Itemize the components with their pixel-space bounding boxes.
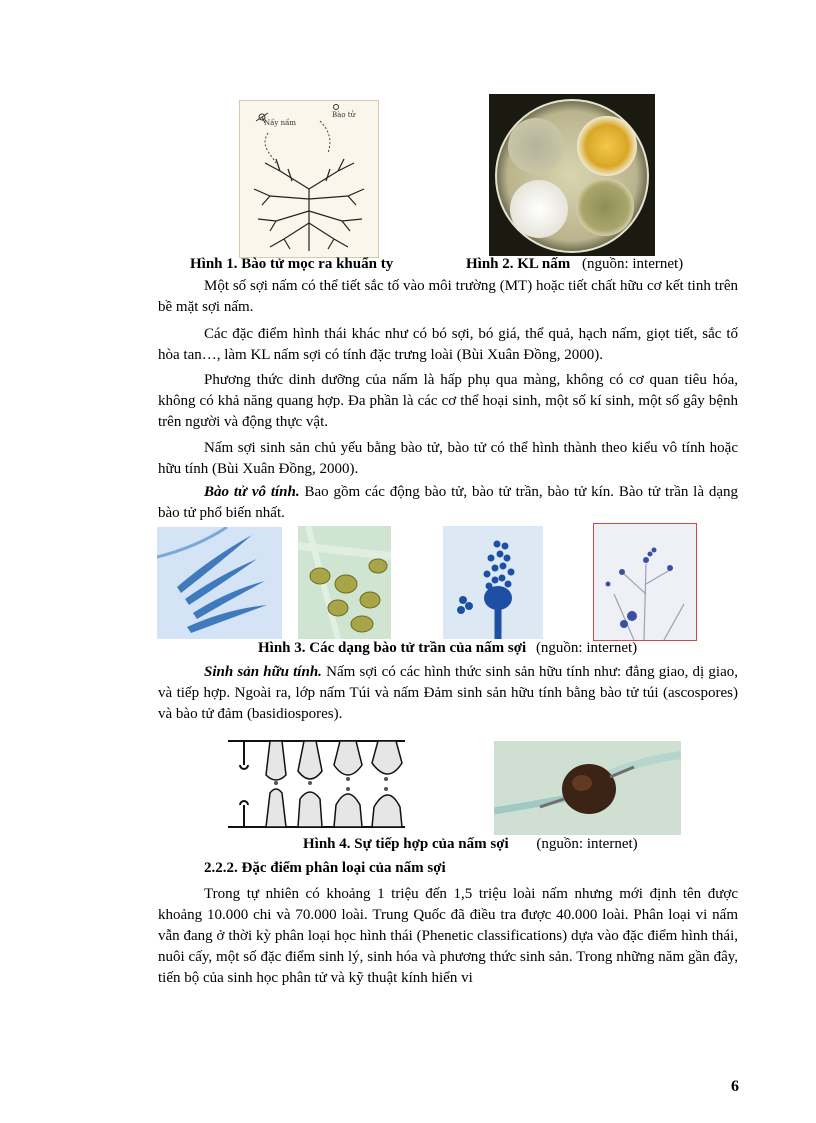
figure-4-caption-title: Hình 4. Sự tiếp hợp của nấm sợi: [303, 836, 509, 852]
petri-dish-photo: [489, 94, 655, 256]
conjugation-drawing: [226, 735, 407, 834]
figure-2-caption: [466, 256, 683, 273]
asexual-spores-text: Bao gồm các động bào tử, bào tử trần, bào tử kín. Bào tử trần là dạng bào tử phổ biến nhất.: [158, 484, 739, 521]
figure-2-caption-title: Hình 2. KL nấm: [466, 256, 571, 272]
paragraph-morphology: Các đặc điểm hình thái khác như có bó sợi, bó giá, thể quả, hạch nấm, giọt tiết, sắc tố hòa tan…, làm KL nấm sợi có tính đặc trưng loài (Bùi Xuân Đồng, 2000).: [158, 326, 738, 363]
paragraph-nutrition: Phương thức dinh dưỡng của nấm là hấp phụ qua màng, không có cơ quan tiêu hóa, không có khả năng quang hợp. Đa phần là các cơ thể hoại sinh, một số kí sinh, một số gây bệnh trên người và động thực vật.: [158, 372, 738, 430]
figure-3-image-a: [157, 527, 282, 639]
section-heading: 2.2.2. Đặc điểm phân loại của nấm sợi: [204, 860, 446, 876]
paragraph-classification: Trong tự nhiên có khoảng 1 triệu đến 1,5 triệu loài nấm nhưng mới định tên được khoảng 10.000 chi và 70.000 loài. Trung Quốc đã điều tra được 40.000 loài. Phân loại vi nấm vẫn đang ở thời kỳ phân loại học hình thái (Phenetic classifications) dựa vào đặc điểm hình thái, nuôi cấy, một số đặc điểm sinh lý, sinh hóa và phương thức sinh sản. Trong những năm gần đây, tiến bộ của sinh học phân tử và kỹ thuật kính hiển vi: [158, 886, 738, 986]
paragraph-sexual-reproduction: [158, 662, 738, 725]
figure-3-image-c: [443, 526, 543, 639]
figure-3-caption: [258, 640, 637, 657]
figure-3-image-b: [298, 526, 391, 639]
page-number: 6: [731, 1078, 739, 1095]
conidiophore-image: [443, 526, 543, 639]
figure-3-image-d: [593, 523, 697, 641]
paragraph-pigment: Một số sợi nấm có thể tiết sắc tố vào môi trường (MT) hoặc tiết chất hữu cơ kết tinh trên bề mặt sợi nấm.: [158, 278, 738, 315]
label-mycelium: Nấy nấm: [264, 119, 297, 127]
paragraph-asexual-spores: [158, 482, 738, 524]
figure-2-petri-dish: [489, 94, 655, 256]
figure-3-source: (nguồn: internet): [535, 640, 638, 656]
sexual-reproduction-text: Nấm sợi có các hình thức sinh sản hữu tính như: đẳng giao, dị giao, và tiếp hợp. Ngoài ra, lớp nấm Túi và nấm Đảm sinh sản hữu tính bằng bào tử túi (ascospores) và bào tử đảm (basidiospores).: [158, 664, 738, 722]
figure-2-source: (nguồn: internet): [581, 256, 684, 272]
figure-4-caption: [303, 836, 638, 853]
figure-4-drawing: [226, 735, 407, 834]
figure-1-spore-drawing: [239, 100, 379, 258]
figure-4-micrograph: [494, 741, 681, 835]
label-spore: Bào tử: [332, 111, 356, 119]
sexual-reproduction-lead: Sinh sản hữu tính.: [204, 664, 322, 680]
branched-conidiophore-image: [594, 524, 696, 640]
figure-3-caption-title: Hình 3. Các dạng bào tử trần của nấm sợi: [258, 640, 527, 656]
mycelium-drawing: [240, 101, 378, 257]
asexual-spores-lead: Bào tử vô tính.: [204, 484, 300, 500]
figure-1-caption: Hình 1. Bào tử mọc ra khuẩn ty: [190, 256, 394, 272]
figure-4-source: (nguồn: internet): [536, 836, 638, 852]
fusiform-spores-image: [157, 527, 282, 639]
zygospore-micrograph: [494, 741, 681, 835]
club-spores-image: [298, 526, 391, 639]
paragraph-reproduction: Nấm sợi sinh sản chủ yếu bằng bào tử, bào tử có thể hình thành theo kiểu vô tính hoặc hữu tính (Bùi Xuân Đồng, 2000).: [158, 440, 738, 477]
